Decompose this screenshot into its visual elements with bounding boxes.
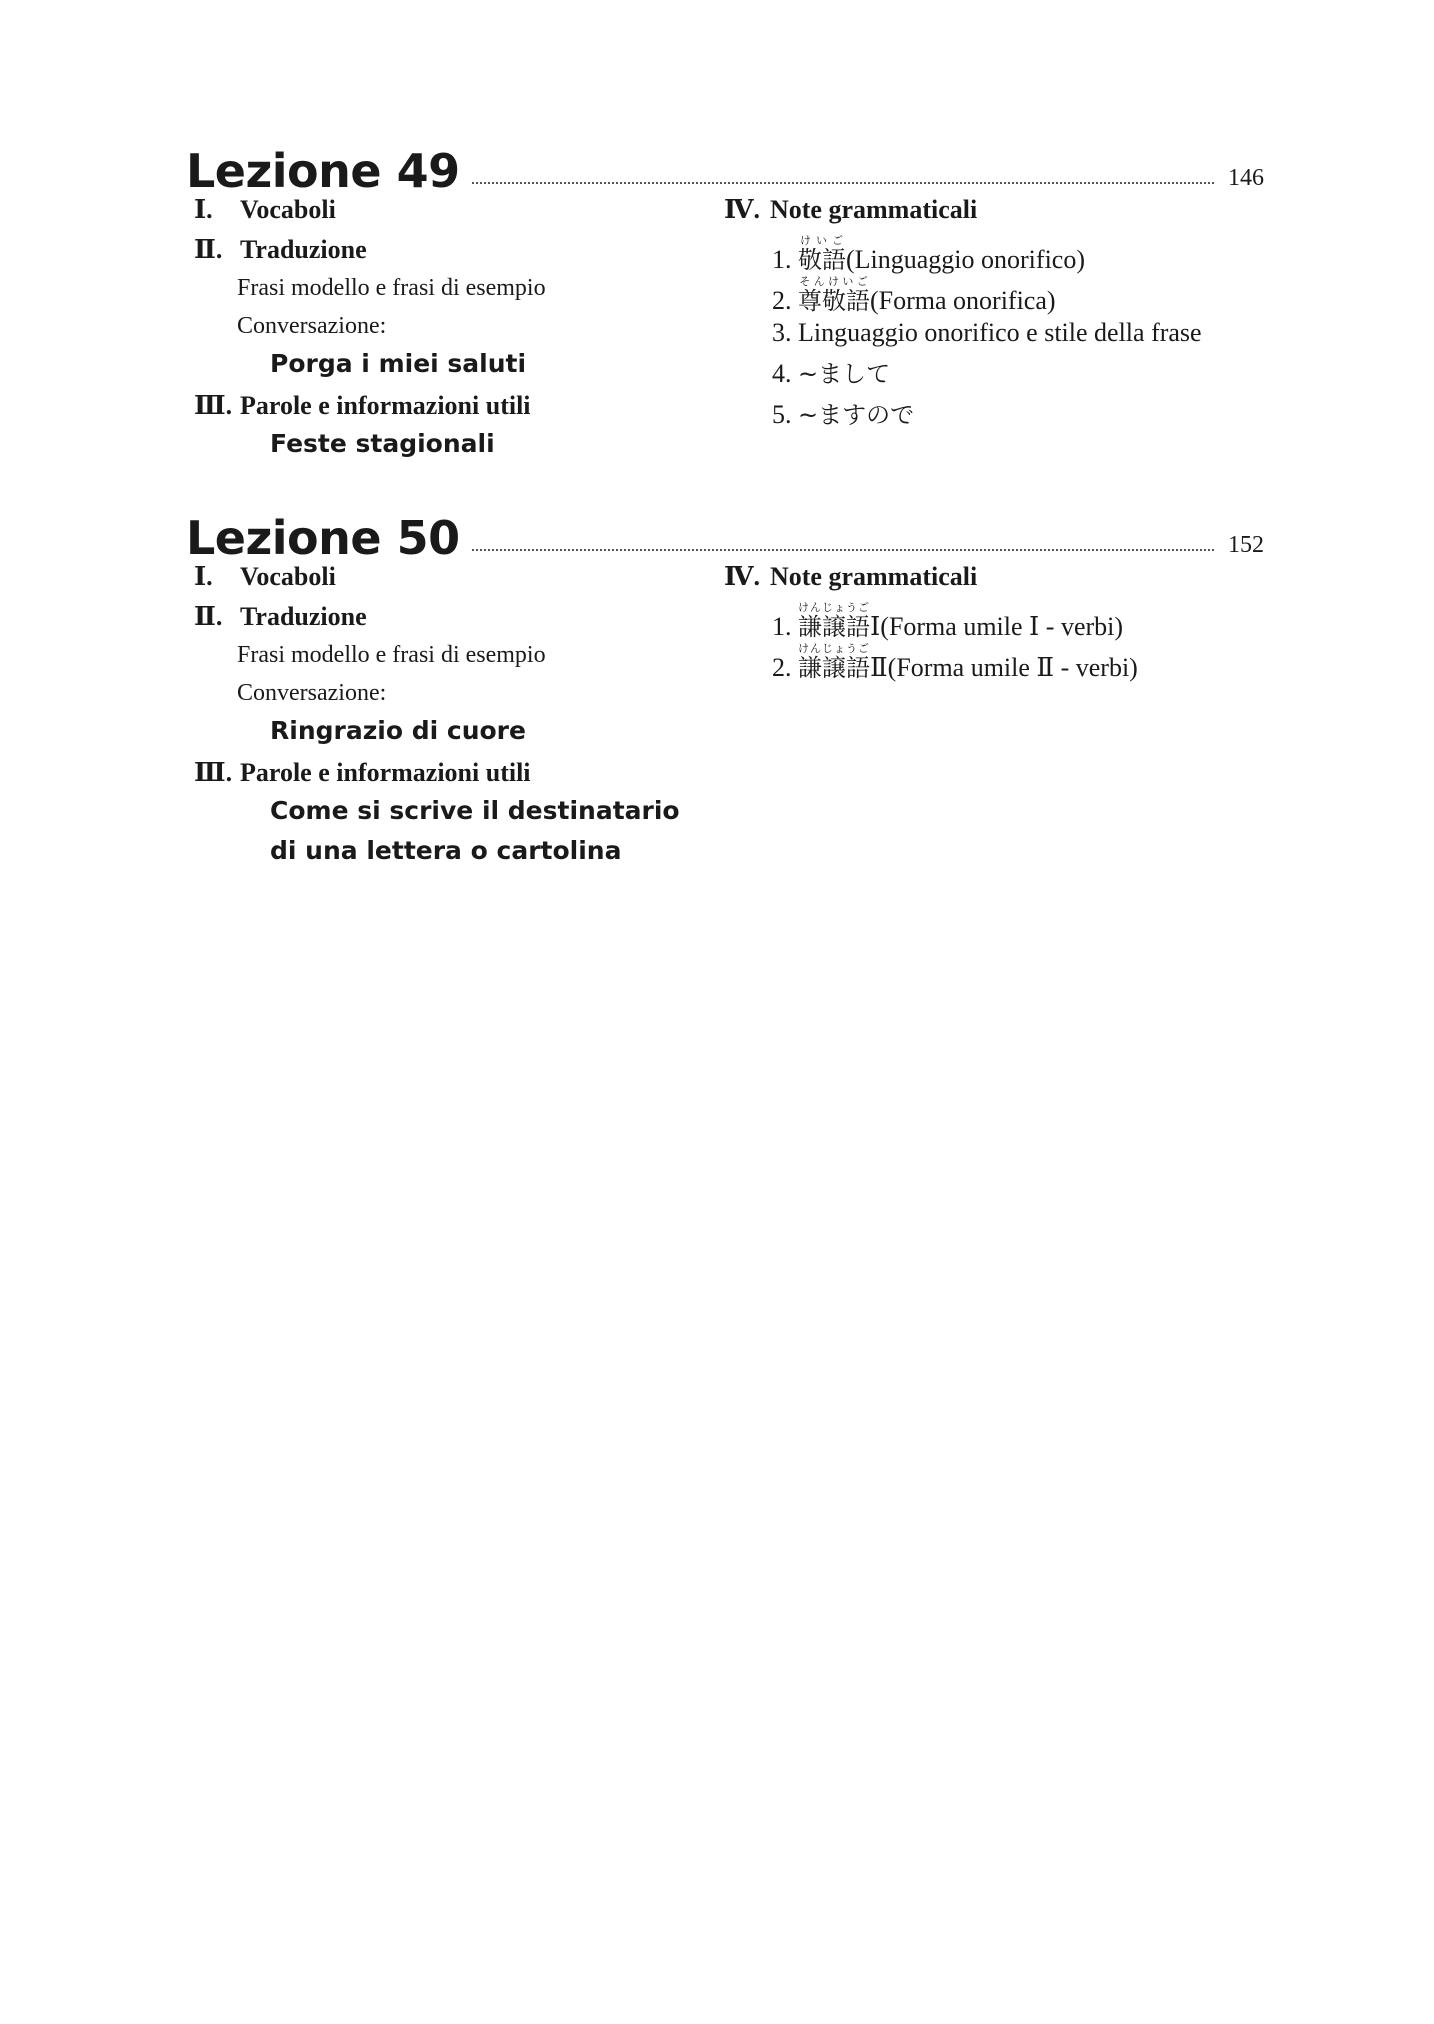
section-label: Parole e informazioni utili	[240, 391, 531, 420]
lesson-heading[interactable]	[186, 505, 1266, 565]
kanji-with-furigana: 尊敬語そんけいご	[798, 275, 870, 315]
roman-numeral: Ⅱ	[870, 653, 888, 682]
roman-numeral: Ⅰ	[870, 612, 881, 641]
grammar-note-1[interactable]	[772, 601, 1123, 644]
subsection-frasi-modello[interactable]: Frasi modello e frasi di esempio	[237, 275, 546, 301]
subsection-frasi-modello[interactable]: Frasi modello e frasi di esempio	[237, 642, 546, 668]
dot-leader	[472, 548, 1214, 551]
section-number: Ⅳ.	[724, 562, 761, 591]
lesson-50	[186, 505, 1266, 865]
section-label: Vocaboli	[240, 562, 336, 591]
grammar-note-3[interactable]	[772, 316, 1202, 350]
lesson-49	[186, 138, 1266, 458]
conversation-title[interactable]: Ringrazio di cuore	[270, 716, 526, 745]
section-number: Ⅱ.	[194, 602, 223, 631]
section-label: Traduzione	[240, 602, 367, 631]
section-parole-utili[interactable]	[186, 390, 531, 422]
note-number: 3.	[772, 318, 792, 347]
section-label: Traduzione	[240, 235, 367, 264]
note-number: 4.	[772, 359, 792, 388]
section-traduzione[interactable]	[186, 601, 367, 633]
note-number: 1.	[772, 245, 792, 274]
section-number: Ⅱ.	[194, 235, 223, 264]
grammar-note-5[interactable]	[772, 398, 914, 432]
section-note-grammaticali[interactable]	[716, 561, 977, 593]
section-label: Parole e informazioni utili	[240, 758, 531, 787]
section-traduzione[interactable]	[186, 234, 367, 266]
note-text: (Linguaggio onorifico)	[846, 245, 1085, 274]
section-number: Ⅲ.	[194, 391, 233, 420]
grammar-note-1[interactable]	[772, 234, 1085, 277]
lesson-heading[interactable]	[186, 138, 1266, 198]
section-parole-utili[interactable]	[186, 757, 531, 789]
kanji-with-furigana: 敬語けいご	[798, 234, 846, 274]
note-text: Linguaggio onorifico e stile della frase	[798, 318, 1202, 347]
note-number: 2.	[772, 286, 792, 315]
note-text: ~ますので	[798, 401, 915, 429]
grammar-note-4[interactable]	[772, 357, 890, 391]
section-number: Ⅲ.	[194, 758, 233, 787]
note-text: (Forma umile Ⅱ - verbi)	[887, 653, 1138, 682]
section-note-grammaticali[interactable]	[716, 194, 977, 226]
grammar-note-2[interactable]	[772, 642, 1138, 685]
note-text: ~まして	[798, 360, 891, 388]
page-number: 152	[1228, 532, 1264, 558]
kanji-with-furigana: 謙譲語けんじょうご	[798, 642, 870, 682]
useful-info-topic-continued[interactable]: di una lettera o cartolina	[270, 836, 622, 865]
note-number: 1.	[772, 612, 792, 641]
section-label: Note grammaticali	[770, 562, 978, 591]
note-number: 2.	[772, 653, 792, 682]
section-label: Note grammaticali	[770, 195, 978, 224]
section-vocaboli[interactable]	[186, 561, 336, 593]
useful-info-topic[interactable]: Come si scrive il destinatario	[270, 796, 680, 825]
section-number: Ⅰ.	[194, 562, 213, 591]
section-number: Ⅳ.	[724, 195, 761, 224]
lesson-title: Lezione 49	[186, 144, 460, 198]
lesson-title: Lezione 50	[186, 511, 460, 565]
section-vocaboli[interactable]	[186, 194, 336, 226]
grammar-note-2[interactable]	[772, 275, 1056, 318]
page-number: 146	[1228, 165, 1264, 191]
conversation-title[interactable]: Porga i miei saluti	[270, 349, 527, 378]
dot-leader	[472, 181, 1214, 184]
note-text: (Forma onorifica)	[870, 286, 1056, 315]
note-text: (Forma umile Ⅰ - verbi)	[880, 612, 1124, 641]
note-number: 5.	[772, 400, 792, 429]
useful-info-topic[interactable]: Feste stagionali	[270, 429, 495, 458]
kanji-with-furigana: 謙譲語けんじょうご	[798, 601, 870, 641]
section-number: Ⅰ.	[194, 195, 213, 224]
section-label: Vocaboli	[240, 195, 336, 224]
subsection-conversazione[interactable]: Conversazione:	[237, 313, 387, 339]
subsection-conversazione[interactable]: Conversazione:	[237, 680, 387, 706]
